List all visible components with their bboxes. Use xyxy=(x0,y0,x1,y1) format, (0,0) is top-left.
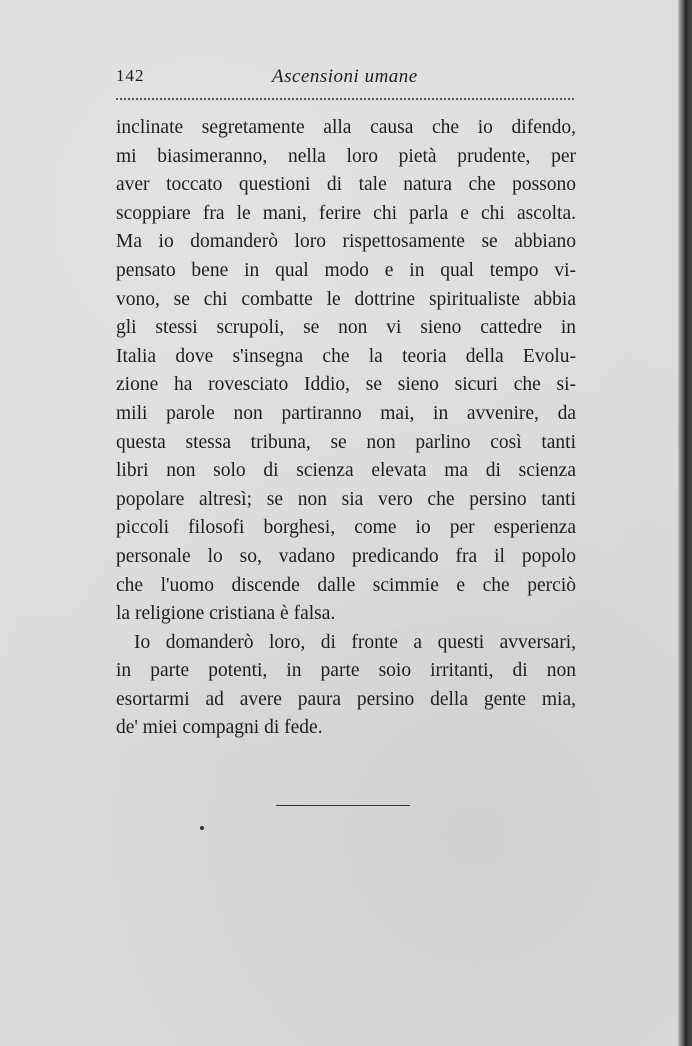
text-line: zione ha rovesciato Iddio, se sieno sicuri che si- xyxy=(116,374,576,396)
text-line: mili parole non partiranno mai, in avvenire, da xyxy=(116,402,576,424)
page-edge xyxy=(678,0,692,1046)
page-number: 142 xyxy=(116,66,145,85)
text-line: Io domanderò loro, di fronte a questi avversari, xyxy=(134,631,576,653)
text-line: personale lo so, vadano predicando fra il popolo xyxy=(116,545,576,567)
text-line: piccoli filosofi borghesi, come io per esperienza xyxy=(116,517,576,539)
text-line: de' miei compagni di fede. xyxy=(116,717,323,739)
text-line: vono, se chi combatte le dottrine spiritualiste abbia xyxy=(116,288,576,310)
text-line: che l'uomo discende dalle scimmie e che perciò xyxy=(116,574,576,596)
text-line: esortarmi ad avere paura persino della gente mia, xyxy=(116,688,576,710)
text-line: gli stessi scrupoli, se non vi sieno cattedre in xyxy=(116,317,576,339)
ink-speck xyxy=(200,826,204,830)
text-line: scoppiare fra le mani, ferire chi parla e chi ascolta. xyxy=(116,202,576,224)
text-line: aver toccato questioni di tale natura che possono xyxy=(116,174,576,196)
text-line: in parte potenti, in parte soio irritanti, di non xyxy=(116,660,576,682)
text-line: la religione cristiana è falsa. xyxy=(116,603,336,625)
text-line: popolare altresì; se non sia vero che persino tanti xyxy=(116,488,576,510)
text-line: inclinate segretamente alla causa che io difendo, xyxy=(116,117,576,138)
running-head xyxy=(116,66,574,92)
text-line: mi biasimeranno, nella loro pietà prudente, per xyxy=(116,145,576,167)
header-rule xyxy=(116,98,574,100)
text-line: questa stessa tribuna, se non parlino così tanti xyxy=(116,431,576,453)
body-text xyxy=(116,114,576,743)
text-line: pensato bene in qual modo e in qual tempo vi- xyxy=(116,259,576,281)
text-line: libri non solo di scienza elevata ma di scienza xyxy=(116,460,576,482)
running-title: Ascensioni umane xyxy=(272,66,418,87)
text-line: Italia dove s'insegna che la teoria della Evolu- xyxy=(116,345,576,367)
end-rule xyxy=(276,805,410,806)
text-line: Ma io domanderò loro rispettosamente se abbiano xyxy=(116,231,576,253)
